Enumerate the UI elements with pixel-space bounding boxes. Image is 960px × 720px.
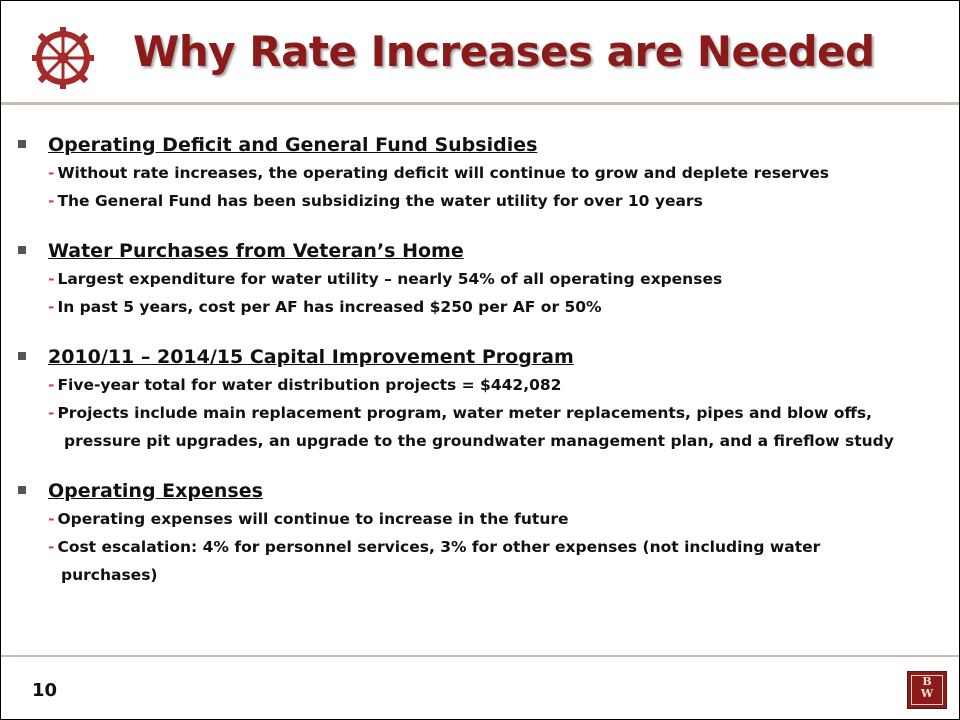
section-water-purchases [1,237,959,321]
square-bullet-icon [18,246,26,254]
sub-point: - Without rate increases, the operating deficit will continue to grow and deplete reserves [48,164,829,182]
sub-point: - Cost escalation: 4% for personnel services, 3% for other expenses (not including water [48,538,821,556]
sub-point-continuation: pressure pit upgrades, an upgrade to the groundwater management plan, and a fireflow study [64,432,894,450]
square-bullet-icon [18,486,26,494]
section-heading: Water Purchases from Veteran’s Home [48,240,464,262]
section-operating-deficit [1,131,959,215]
sub-point: - Largest expenditure for water utility – nearly 54% of all operating expenses [48,270,723,288]
sub-point: - In past 5 years, cost per AF has increased $250 per AF or 50% [48,298,602,316]
footer-divider [1,655,959,657]
square-bullet-icon [18,140,26,148]
bw-firm-logo: B W [907,671,947,709]
section-heading: Operating Deficit and General Fund Subsidies [48,134,538,156]
page-number: 10 [32,680,58,701]
section-capital-improvement [1,343,959,455]
sub-point: - Five-year total for water distribution projects = $442,082 [48,376,562,394]
sub-point: - Projects include main replacement program, water meter replacements, pipes and blow offs, [48,404,873,422]
gear-wheel-logo [31,26,95,90]
square-bullet-icon [18,352,26,360]
slide-title: Why Rate Increases are Needed [133,27,875,76]
sub-point: - The General Fund has been subsidizing the water utility for over 10 years [48,192,703,210]
sub-point-continuation: purchases) [61,566,158,584]
title-divider [1,102,959,105]
section-heading: Operating Expenses [48,480,263,502]
bullet-list [1,131,959,589]
section-operating-expenses [1,477,959,589]
sub-point: - Operating expenses will continue to increase in the future [48,510,569,528]
section-heading: 2010/11 – 2014/15 Capital Improvement Program [48,346,574,368]
